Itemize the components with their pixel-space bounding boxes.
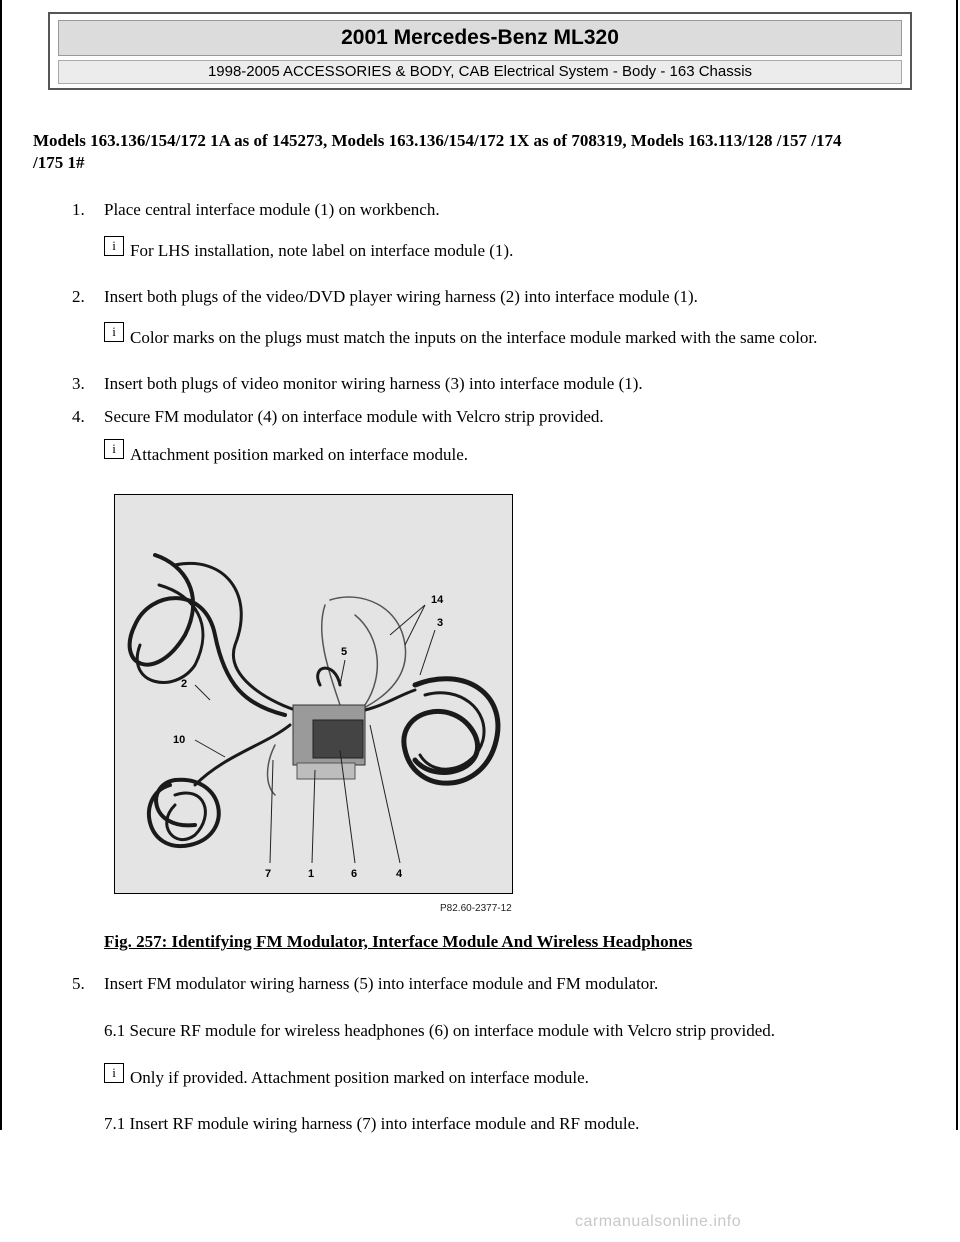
callout-4: 4 bbox=[396, 868, 403, 880]
callout-1: 1 bbox=[308, 868, 315, 880]
note-2: Color marks on the plugs must match the inputs on the interface module marked with the same color. bbox=[130, 328, 818, 347]
callout-5: 5 bbox=[341, 646, 348, 658]
step-text: Insert FM modulator wiring harness (5) into interface module and FM modulator. bbox=[104, 974, 659, 993]
wiring-harness-figure bbox=[114, 494, 513, 894]
callout-14: 14 bbox=[431, 594, 444, 606]
step-number: 1. bbox=[72, 200, 85, 219]
callout-7: 7 bbox=[265, 868, 272, 880]
page-border-right bbox=[956, 0, 958, 1130]
callout-10: 10 bbox=[173, 734, 186, 746]
step-text: Insert both plugs of video monitor wiring harness (3) into interface module (1). bbox=[104, 374, 643, 393]
watermark: carmanualsonline.info bbox=[575, 1213, 742, 1230]
step-7-1: 7.1 Insert RF module wiring harness (7) into interface module and RF module. bbox=[104, 1114, 640, 1133]
callout-3: 3 bbox=[437, 617, 444, 629]
step-text: Insert both plugs of the video/DVD player wiring harness (2) into interface module (1). bbox=[104, 287, 698, 306]
header-subtitle: 1998-2005 ACCESSORIES & BODY, CAB Electrical System - Body - 163 Chassis bbox=[58, 60, 902, 84]
step-number: 2. bbox=[72, 287, 85, 306]
page-border-left bbox=[0, 0, 2, 1130]
note-6-1: Only if provided. Attachment position marked on interface module. bbox=[130, 1068, 589, 1087]
note-1: For LHS installation, note label on interface module (1). bbox=[130, 241, 514, 260]
info-icon: i bbox=[104, 322, 124, 342]
step-text: Secure FM modulator (4) on interface module with Velcro strip provided. bbox=[104, 407, 604, 426]
step-text: Place central interface module (1) on workbench. bbox=[104, 200, 440, 219]
step-6-1: 6.1 Secure RF module for wireless headphones (6) on interface module with Velcro strip provided. bbox=[104, 1021, 776, 1040]
figure-image-code: P82.60-2377-12 bbox=[440, 903, 512, 914]
callout-2: 2 bbox=[181, 678, 188, 690]
info-icon: i bbox=[104, 1063, 124, 1083]
wiring-harness-illustration bbox=[115, 495, 512, 893]
info-icon: i bbox=[104, 439, 124, 459]
step-number: 3. bbox=[72, 374, 85, 393]
callout-6: 6 bbox=[351, 868, 358, 880]
models-heading: Models 163.136/154/172 1A as of 145273, Models 163.136/154/172 1X as of 708319, Models 163.113/128 /157 /174 /175 1# bbox=[33, 131, 842, 172]
figure-caption: Fig. 257: Identifying FM Modulator, Interface Module And Wireless Headphones bbox=[104, 932, 693, 951]
step-number: 4. bbox=[72, 407, 85, 426]
step-number: 5. bbox=[72, 974, 85, 993]
info-icon: i bbox=[104, 236, 124, 256]
note-4: Attachment position marked on interface module. bbox=[130, 445, 469, 464]
header-title: 2001 Mercedes-Benz ML320 bbox=[58, 20, 902, 56]
document-header bbox=[48, 12, 912, 90]
